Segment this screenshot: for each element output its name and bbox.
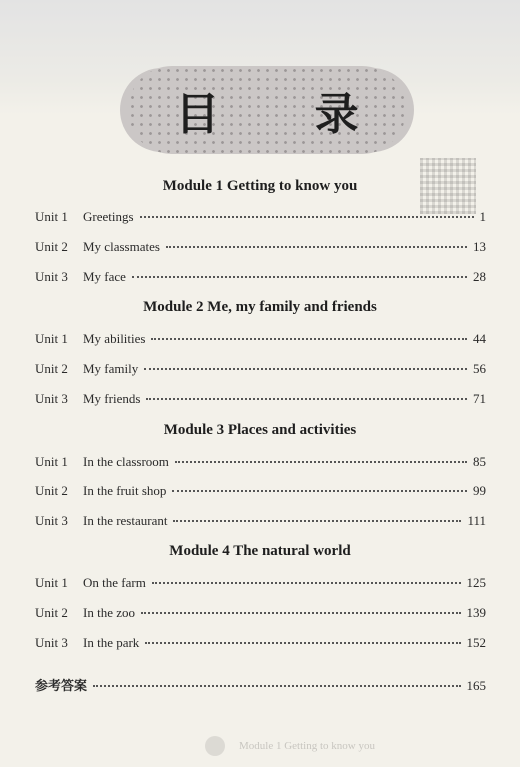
toc-entry[interactable] [35, 209, 486, 227]
page-number: 152 [466, 635, 486, 650]
page-number: 99 [473, 483, 486, 498]
page-number: 56 [473, 361, 486, 376]
lesson-title: In the park [83, 635, 140, 650]
page-number: 111 [467, 513, 486, 528]
page-number: 44 [473, 331, 486, 346]
toc-entry[interactable] [35, 239, 486, 257]
toc-entry[interactable] [35, 454, 486, 472]
leader-dots [140, 216, 474, 218]
leader-dots [141, 612, 461, 614]
cartoon-figure-icon [205, 736, 225, 756]
module-1-title: Module 1 Getting to know you [162, 178, 358, 194]
toc-entry[interactable] [35, 331, 486, 349]
page-number: 165 [466, 678, 486, 693]
page-number: 85 [473, 454, 486, 469]
unit-number: Unit 3 [35, 513, 68, 528]
leader-dots [173, 520, 461, 522]
page-number: 1 [479, 209, 486, 224]
module-4-title: Module 4 The natural world [169, 543, 351, 559]
leader-dots [93, 685, 460, 687]
lesson-title: My classmates [83, 239, 160, 254]
leader-dots [175, 461, 467, 463]
leader-dots [146, 398, 467, 400]
leader-dots [152, 582, 461, 584]
page-number: 28 [473, 269, 486, 284]
leader-dots [166, 246, 467, 248]
lesson-title: Greetings [83, 209, 134, 224]
unit-number: Unit 3 [35, 269, 68, 284]
lesson-title: My abilities [83, 331, 146, 346]
toc-entry[interactable] [35, 605, 486, 623]
lesson-title: My family [83, 361, 139, 376]
toc-entry[interactable] [35, 513, 486, 531]
unit-number: Unit 2 [35, 483, 68, 498]
unit-number: Unit 1 [35, 575, 68, 590]
page-title: 目 录 [175, 89, 399, 140]
toc-entry[interactable] [35, 635, 486, 653]
unit-number: Unit 2 [35, 361, 68, 376]
toc-entry[interactable] [35, 361, 486, 379]
unit-number: Unit 3 [35, 635, 68, 650]
footer-watermark [205, 733, 465, 759]
lesson-title: In the fruit shop [83, 483, 167, 498]
footer-text: Module 1 Getting to know you [239, 740, 375, 752]
page-number: 125 [466, 575, 486, 590]
toc-entry[interactable] [35, 575, 486, 593]
leader-dots [132, 276, 467, 278]
lesson-title: On the farm [83, 575, 146, 590]
unit-number: Unit 1 [35, 331, 68, 346]
toc-entry[interactable] [35, 483, 486, 501]
unit-number: Unit 1 [35, 209, 68, 224]
page-number: 13 [473, 239, 486, 254]
unit-number: Unit 2 [35, 239, 68, 254]
lesson-title: In the zoo [83, 605, 135, 620]
lesson-title: My friends [83, 391, 141, 406]
toc-entry-answers[interactable] [35, 675, 486, 693]
answers-label: 参考答案 [35, 679, 88, 694]
leader-dots [144, 368, 467, 370]
module-3-title: Module 3 Places and activities [163, 422, 357, 438]
toc-entry[interactable] [35, 269, 486, 287]
module-2-title: Module 2 Me, my family and friends [143, 299, 377, 315]
toc-entry[interactable] [35, 391, 486, 409]
lesson-title: In the classroom [83, 454, 169, 469]
lesson-title: In the restaurant [83, 513, 168, 528]
leader-dots [145, 642, 460, 644]
unit-number: Unit 1 [35, 454, 68, 469]
leader-dots [172, 490, 467, 492]
leader-dots [151, 338, 467, 340]
unit-number: Unit 2 [35, 605, 68, 620]
lesson-title: My face [83, 269, 126, 284]
unit-number: Unit 3 [35, 391, 68, 406]
page-number: 139 [466, 605, 486, 620]
page-number: 71 [473, 391, 486, 406]
